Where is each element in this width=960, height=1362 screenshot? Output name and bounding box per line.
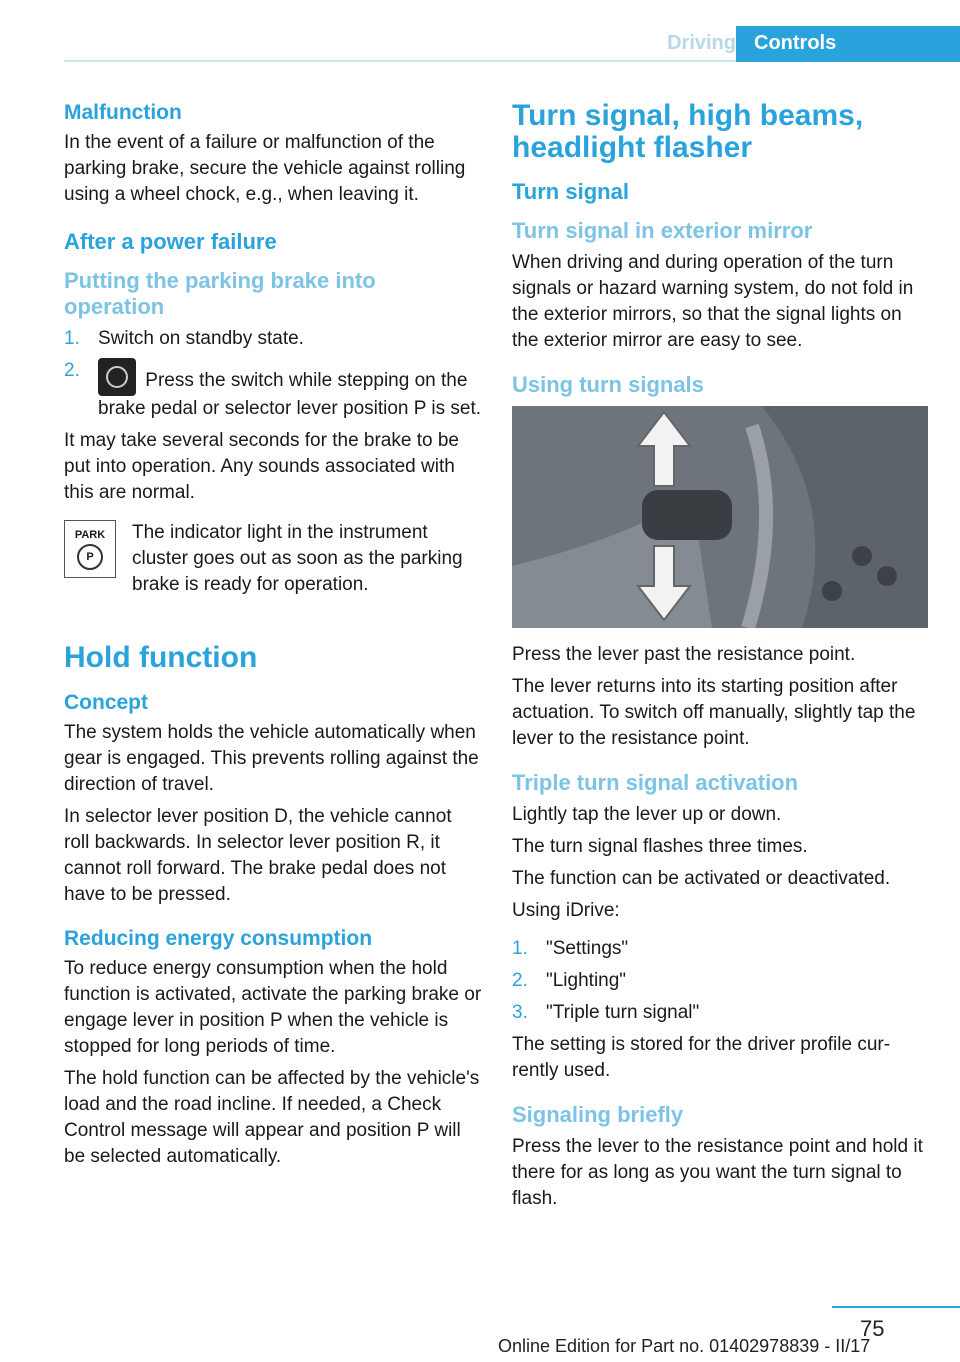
header-chapter: Controls — [736, 26, 960, 62]
park-symbol: P — [77, 544, 103, 570]
triple-paragraph-1: Lightly tap the lever up or down. — [512, 804, 782, 825]
turn-signal-main-heading: Turn signal, high beams, headlight flasher — [512, 99, 864, 164]
list-item — [512, 1000, 930, 1026]
list-item — [512, 968, 930, 994]
mirror-text: When driving and during operation of the turn signals or hazard warning system, do not fold in the exterior mirrors, so that the signal lights on the exterior mirror are easy to see. — [512, 252, 914, 351]
parking-brake-switch-icon — [98, 358, 136, 396]
using-paragraph-1: Press the lever past the resistance point. — [512, 644, 856, 665]
steering-button — [852, 546, 872, 566]
steering-button — [822, 581, 842, 601]
turn-signal-heading: Turn signal — [512, 179, 629, 204]
triple-paragraph-5: The setting is stored for the driver profile currently used. — [512, 1034, 891, 1081]
triple-paragraph-3: The function can be activated or deactivated. — [512, 868, 891, 889]
mirror-heading: Turn signal in exterior mirror — [512, 218, 813, 243]
list-number: 1. — [512, 938, 528, 959]
right-column — [512, 100, 930, 1218]
left-column — [64, 100, 482, 1176]
page-number: 75 — [860, 1316, 885, 1341]
turn-signal-lever-illustration — [512, 406, 928, 628]
park-indicator-icon — [64, 520, 116, 578]
footer-rule — [832, 1306, 960, 1308]
list-item — [64, 326, 482, 352]
power-failure-heading: After a power failure — [64, 229, 277, 254]
edition-footer: Online Edition for Part no. 01402978839 - II/17 — [498, 1336, 871, 1356]
list-text — [98, 358, 482, 422]
list-number: 3. — [512, 1002, 528, 1023]
triple-paragraph-4: Using iDrive: — [512, 900, 620, 921]
hold-function-heading: Hold function — [64, 641, 258, 674]
header-section: Driving — [667, 32, 736, 54]
list-text: Switch on standby state. — [98, 328, 304, 349]
malfunction-text: In the event of a failure or malfunction of the parking brake, secure the vehicle against rolling using a wheel chock, e.g., when leaving it. — [64, 132, 466, 205]
step-2-text: Press the switch while stepping on the brake pedal or selector lever position P is set. — [98, 370, 482, 419]
list-text: "Settings" — [546, 938, 629, 959]
concept-paragraph-2: In selector lever position D, the vehicle cannot roll backwards. In selector lever position R, it cannot roll forward. The brake pedal does not have to be pressed. — [64, 806, 452, 905]
list-item — [64, 358, 482, 422]
signaling-briefly-heading: Signaling briefly — [512, 1102, 684, 1127]
list-item — [512, 936, 930, 962]
energy-paragraph-2: The hold function can be affected by the vehicle's load and the road incline. If needed, a Check Control message will appear and position P will be selected automatically. — [64, 1068, 480, 1167]
indicator-note — [64, 520, 482, 598]
triple-paragraph-2: The turn signal flashes three times. — [512, 836, 808, 857]
lever-illustration-svg — [512, 406, 928, 628]
list-text: "Triple turn signal" — [546, 1002, 700, 1023]
triple-turn-signal-heading: Triple turn signal activation — [512, 770, 799, 795]
steering-button — [877, 566, 897, 586]
brake-note: It may take several seconds for the brake to be put into operation. Any sounds associated with this are normal. — [64, 430, 459, 503]
list-number: 1. — [64, 328, 80, 349]
parking-brake-operation-heading: Putting the parking brake into operation — [64, 268, 376, 319]
concept-paragraph-1: The system holds the vehicle automatically when gear is engaged. This prevents rolling against the direction of travel. — [64, 722, 479, 795]
using-turn-signals-heading: Using turn signals — [512, 372, 704, 397]
indicator-text: The indicator light in the instrument cluster goes out as soon as the parking brake is ready for operation. — [132, 522, 463, 595]
signaling-briefly-text: Press the lever to the resistance point and hold it there for as long as you want the turn signal to flash. — [512, 1136, 923, 1209]
concept-heading: Concept — [64, 691, 148, 714]
list-number: 2. — [512, 970, 528, 991]
park-label: PARK — [74, 528, 106, 541]
list-text: "Lighting" — [546, 970, 627, 991]
malfunction-heading: Malfunction — [64, 101, 182, 124]
lever-body — [642, 490, 732, 540]
energy-paragraph-1: To reduce energy consumption when the hold function is activated, activate the parking brake or engage lever in position P when the vehicle is stopped for long periods of time. — [64, 958, 482, 1057]
using-paragraph-2: The lever returns into its starting position after actuation. To switch off manually, slightly tap the lever to the resistance point. — [512, 676, 916, 749]
energy-heading: Reducing energy consumption — [64, 927, 373, 950]
list-number: 2. — [64, 360, 80, 381]
